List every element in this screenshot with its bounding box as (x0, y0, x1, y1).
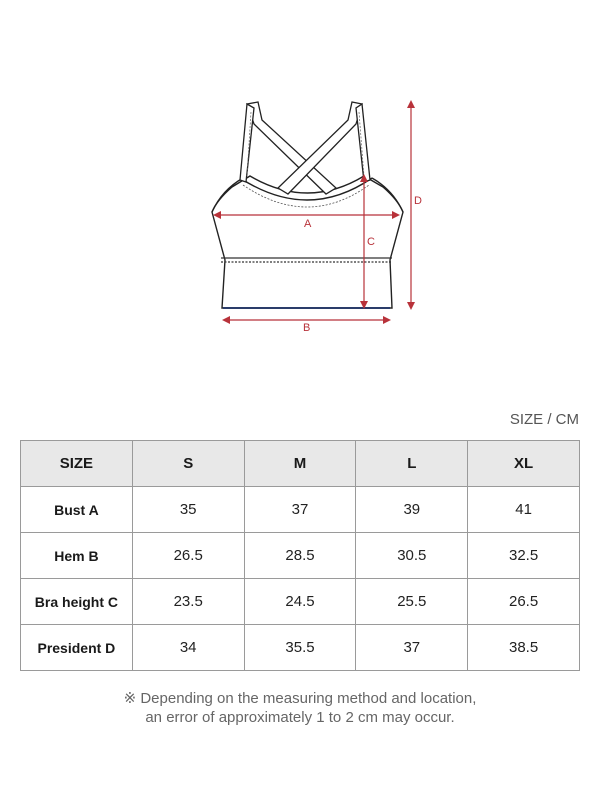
table-cell: 30.5 (356, 533, 468, 579)
dimension-label-b: B (303, 322, 311, 334)
dimension-label-d: D (414, 195, 422, 207)
table-cell: 35.5 (244, 625, 356, 671)
table-cell: 28.5 (244, 533, 356, 579)
garment-diagram (0, 0, 600, 360)
table-row-hem (21, 533, 580, 579)
header-s: S (132, 441, 244, 487)
dimension-label-c: C (367, 236, 375, 248)
note-line-1: ※ Depending on the measuring method and location, (123, 690, 477, 707)
table-cell: 26.5 (132, 533, 244, 579)
table-cell: 37 (244, 487, 356, 533)
row-label: Hem B (21, 533, 133, 579)
header-l: L (356, 441, 468, 487)
table-cell: 39 (356, 487, 468, 533)
header-m: M (244, 441, 356, 487)
bra-straps (240, 102, 370, 194)
table-cell: 37 (356, 625, 468, 671)
table-row-bust (21, 487, 580, 533)
table-cell: 25.5 (356, 579, 468, 625)
note-line-2: an error of approximately 1 to 2 cm may occur. (145, 709, 455, 726)
table-cell: 26.5 (468, 579, 580, 625)
header-size: SIZE (21, 441, 133, 487)
dimension-label-a: A (304, 218, 312, 230)
dimension-d (411, 102, 422, 308)
table-cell: 41 (468, 487, 580, 533)
dimension-b (224, 320, 389, 334)
row-label: Bra height C (21, 579, 133, 625)
table-header-row (21, 441, 580, 487)
size-table (20, 440, 580, 671)
table-cell: 35 (132, 487, 244, 533)
row-label: President D (21, 625, 133, 671)
table-row-bra-height (21, 579, 580, 625)
unit-label: SIZE / CM (509, 411, 579, 428)
table-row-president (21, 625, 580, 671)
header-xl: XL (468, 441, 580, 487)
row-label: Bust A (21, 487, 133, 533)
measurement-note (0, 689, 600, 727)
sports-bra-illustration (0, 0, 600, 360)
table-cell: 38.5 (468, 625, 580, 671)
table-cell: 24.5 (244, 579, 356, 625)
table-cell: 23.5 (132, 579, 244, 625)
table-cell: 32.5 (468, 533, 580, 579)
table-cell: 34 (132, 625, 244, 671)
